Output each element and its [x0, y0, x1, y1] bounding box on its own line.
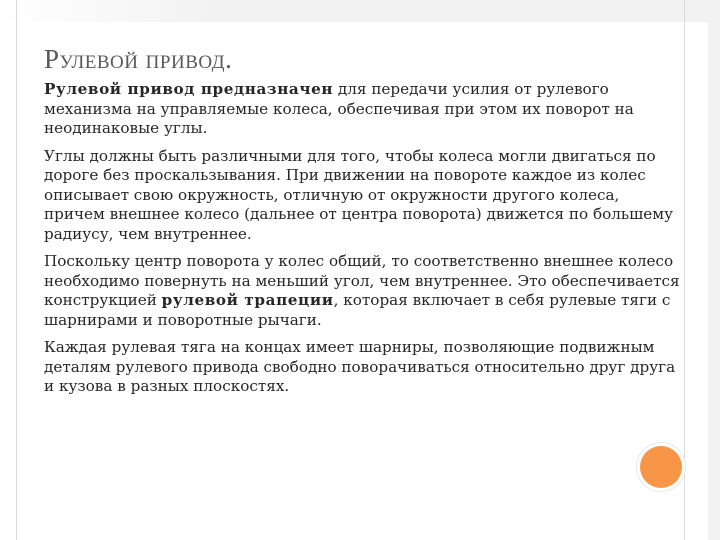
left-vertical-rule	[16, 0, 17, 540]
paragraph-1-bold-lead: Рулевой привод предназначен	[44, 80, 334, 98]
paragraph-3-text-before: Поскольку центр поворота у колес общий, то соответственно внешнее колесо необходимо повернуть на меньший угол, чем внутреннее. Это обеспечивается конструкцией	[44, 252, 680, 309]
paragraph-3-bold-term: рулевой трапеции	[161, 291, 334, 309]
right-margin-band	[708, 0, 720, 540]
paragraph-4: Каждая рулевая тяга на концах имеет шарниры, позволяющие подвижным деталям рулевого привода свободно поворачиваться относительно друг друга и кузова в разных плоскостях.	[44, 338, 676, 395]
right-vertical-rule	[684, 0, 685, 540]
top-border-decoration	[0, 0, 720, 22]
slide-title: Рулевой привод.	[44, 44, 233, 74]
paragraph-1	[44, 80, 684, 139]
orange-circle-decoration	[640, 446, 682, 488]
paragraph-1-text: для передачи усилия от рулевого механизма на управляемые колеса, обеспечивая при этом их поворот на неодинаковые углы.	[44, 80, 634, 137]
paragraph-3	[44, 252, 684, 330]
slide-body	[44, 80, 684, 405]
paragraph-2: Углы должны быть различными для того, чтобы колеса могли двигаться по дороге без проскальзывания. При движении на повороте каждое из колес описывает свою окружность, отличную от окружности другого колеса, причем внешнее колесо (дальнее от центра поворота) движется по большему радиусу, чем внутреннее.	[44, 146, 674, 243]
paragraph-3-text-after: , которая включает в себя рулевые тяги с шарнирами и поворотные рычаги.	[44, 291, 671, 329]
